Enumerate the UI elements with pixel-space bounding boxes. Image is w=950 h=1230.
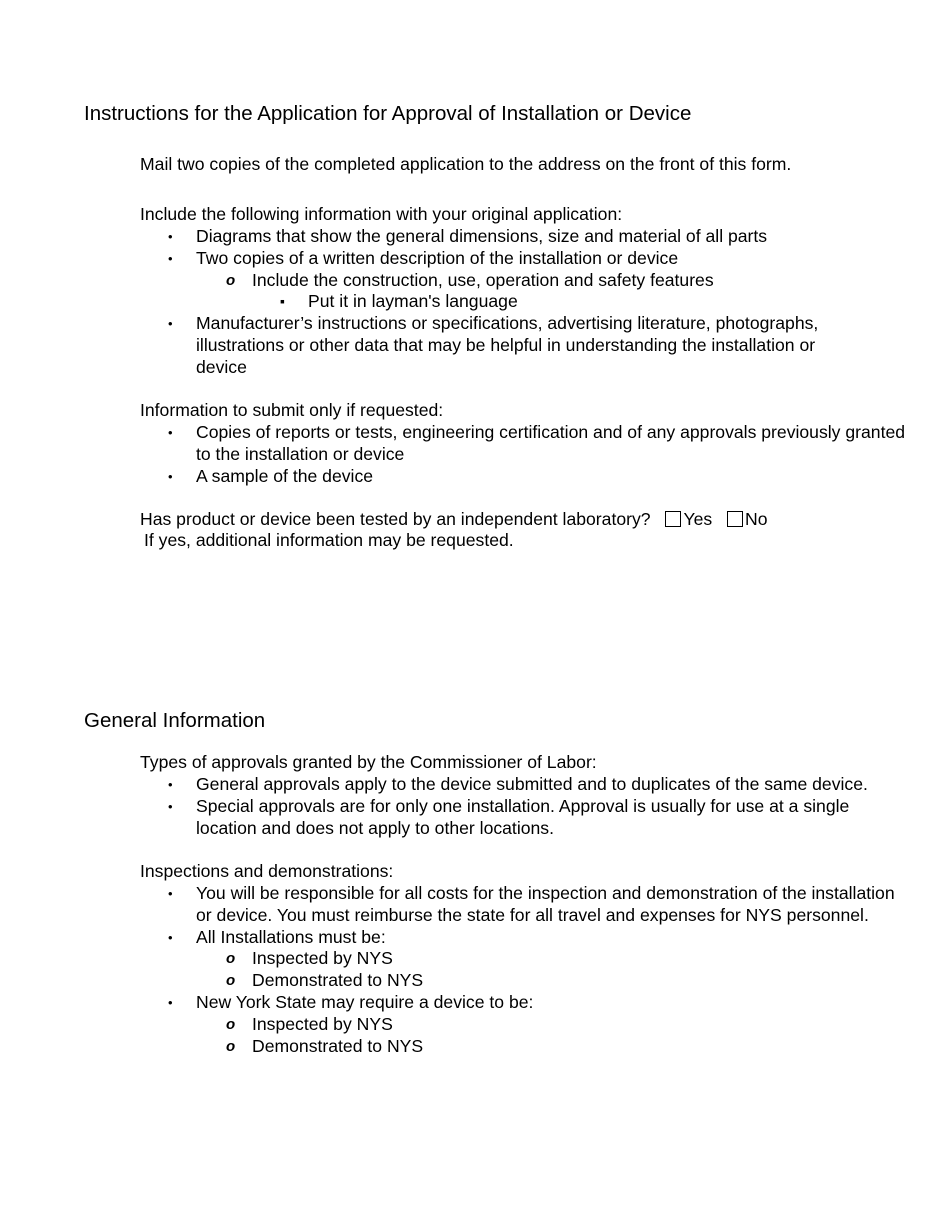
sub-list (196, 270, 910, 314)
yes-checkbox[interactable] (665, 511, 681, 527)
sub-list-item (196, 270, 910, 314)
requested-list (140, 422, 910, 487)
sub-list (196, 1014, 910, 1058)
sub-sub-list-item (252, 291, 910, 313)
list-item-text: A sample of the device (196, 465, 374, 486)
list-item (140, 466, 910, 488)
list-item-text: Special approvals are for only one installation. Approval is usually for use at a single location and does not apply to other locations. (196, 795, 850, 838)
mail-instructions: Mail two copies of the completed application to the address on the front of this form. (140, 154, 792, 174)
list-item-text: Copies of reports or tests, engineering certification and of any approvals previously granted to the installation or device (196, 422, 906, 464)
list-item (140, 796, 910, 840)
yes-label: Yes (683, 509, 713, 529)
list-item-text: General approvals apply to the device submitted and to duplicates of the same device. (196, 774, 868, 794)
list-item-text: You will be responsible for all costs for the inspection and demonstration of the installation or device. You must reimburse the state for all travel and expenses for NYS personnel. (196, 883, 895, 925)
sub-list-item-text: Inspected by NYS (252, 1013, 393, 1034)
sub-list-item (196, 1036, 910, 1058)
lab-test-note: If yes, additional information may be requested. (144, 530, 514, 550)
include-intro: Include the following information with your original application: (140, 204, 623, 224)
lab-test-question-text: Has product or device been tested by an independent laboratory? (140, 509, 651, 529)
include-list (140, 226, 910, 379)
list-item (140, 927, 910, 992)
sub-list-item-text: Inspected by NYS (252, 948, 393, 969)
sub-list-item (196, 948, 910, 970)
types-list (140, 774, 910, 839)
no-label: No (745, 509, 768, 529)
sub-sub-list-item-text: Put it in layman's language (308, 291, 518, 312)
sub-list (196, 948, 910, 992)
sub-list-item-text: Demonstrated to NYS (252, 1035, 424, 1056)
no-checkbox[interactable] (727, 511, 743, 527)
list-item-text: Manufacturer’s instructions or specifications, advertising literature, photographs, illustrations or other data that may be helpful in understanding the installation or device (196, 313, 819, 377)
types-intro: Types of approvals granted by the Commissioner of Labor: (140, 752, 597, 772)
list-item (140, 883, 910, 927)
general-info-heading: General Information (84, 709, 266, 732)
list-item-text: Diagrams that show the general dimensions, size and material of all parts (196, 226, 768, 246)
list-item (140, 313, 910, 378)
list-item-text: All Installations must be: (196, 926, 386, 947)
sub-list-item-text: Demonstrated to NYS (252, 970, 424, 991)
sub-list-item-text: Include the construction, use, operation and safety features (252, 269, 714, 290)
requested-intro: Information to submit only if requested: (140, 400, 444, 420)
list-item (140, 992, 910, 1057)
instructions-heading: Instructions for the Application for Approval of Installation or Device (84, 102, 692, 125)
sub-sub-list (252, 291, 910, 313)
list-item (140, 248, 910, 313)
lab-test-question (140, 509, 768, 531)
list-item-text: New York State may require a device to be: (196, 991, 534, 1012)
sub-list-item (196, 970, 910, 992)
inspections-intro: Inspections and demonstrations: (140, 861, 394, 881)
list-item-text: Two copies of a written description of the installation or device (196, 247, 679, 268)
sub-list-item (196, 1014, 910, 1036)
list-item (140, 774, 910, 796)
list-item (140, 422, 910, 466)
inspections-list (140, 883, 910, 1057)
list-item (140, 226, 910, 248)
